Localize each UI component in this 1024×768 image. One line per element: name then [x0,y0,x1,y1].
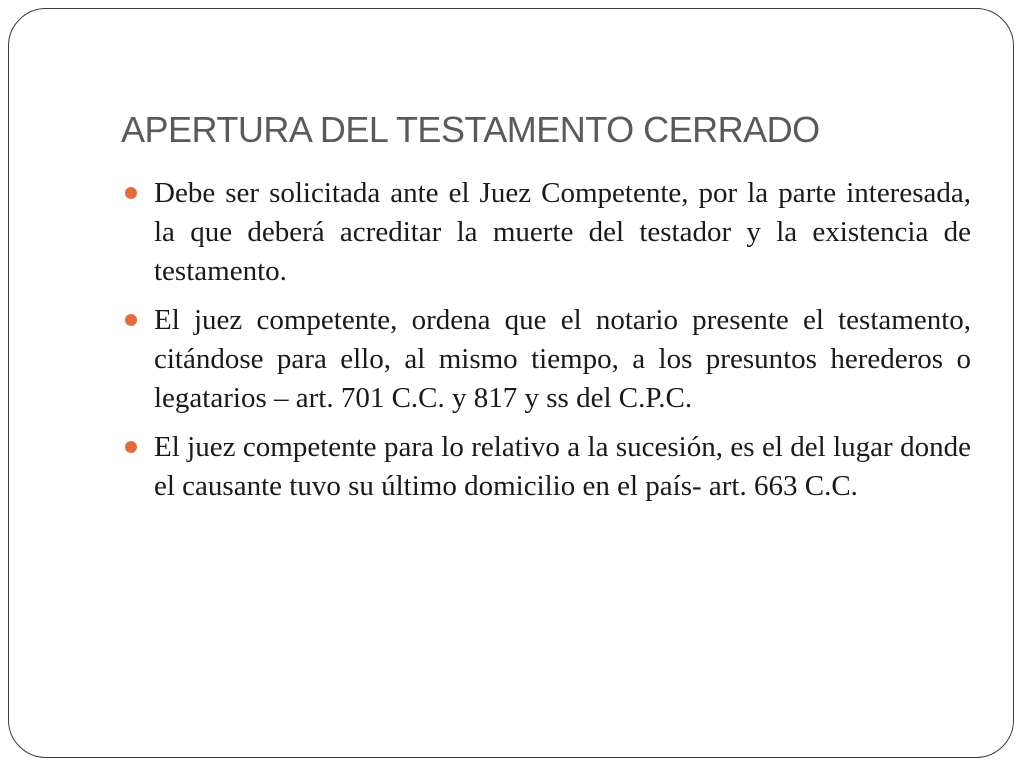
bullet-dot-icon [125,187,137,199]
bullet-text: El juez competente, ordena que el notario presente el testamento, citándose para ello, al mismo tiempo, a los presuntos herederos o legatarios – art. 701 C.C. y 817 y ss del C.P.C. [154,304,971,414]
bullet-item-2 [121,301,971,418]
slide-frame [8,8,1014,758]
bullet-item-3 [121,428,971,506]
bullet-dot-icon [125,314,137,326]
bullet-item-1 [121,174,971,291]
slide-title: APERTURA DEL TESTAMENTO CERRADO [121,109,820,150]
bullet-list [121,174,971,516]
bullet-text: Debe ser solicitada ante el Juez Competente, por la parte interesada, la que deberá acreditar la muerte del testador y la existencia de testamento. [154,177,971,287]
bullet-text: El juez competente para lo relativo a la sucesión, es el del lugar donde el causante tuvo su último domicilio en el país- art. 663 C.C. [154,431,971,502]
bullet-dot-icon [125,441,137,453]
